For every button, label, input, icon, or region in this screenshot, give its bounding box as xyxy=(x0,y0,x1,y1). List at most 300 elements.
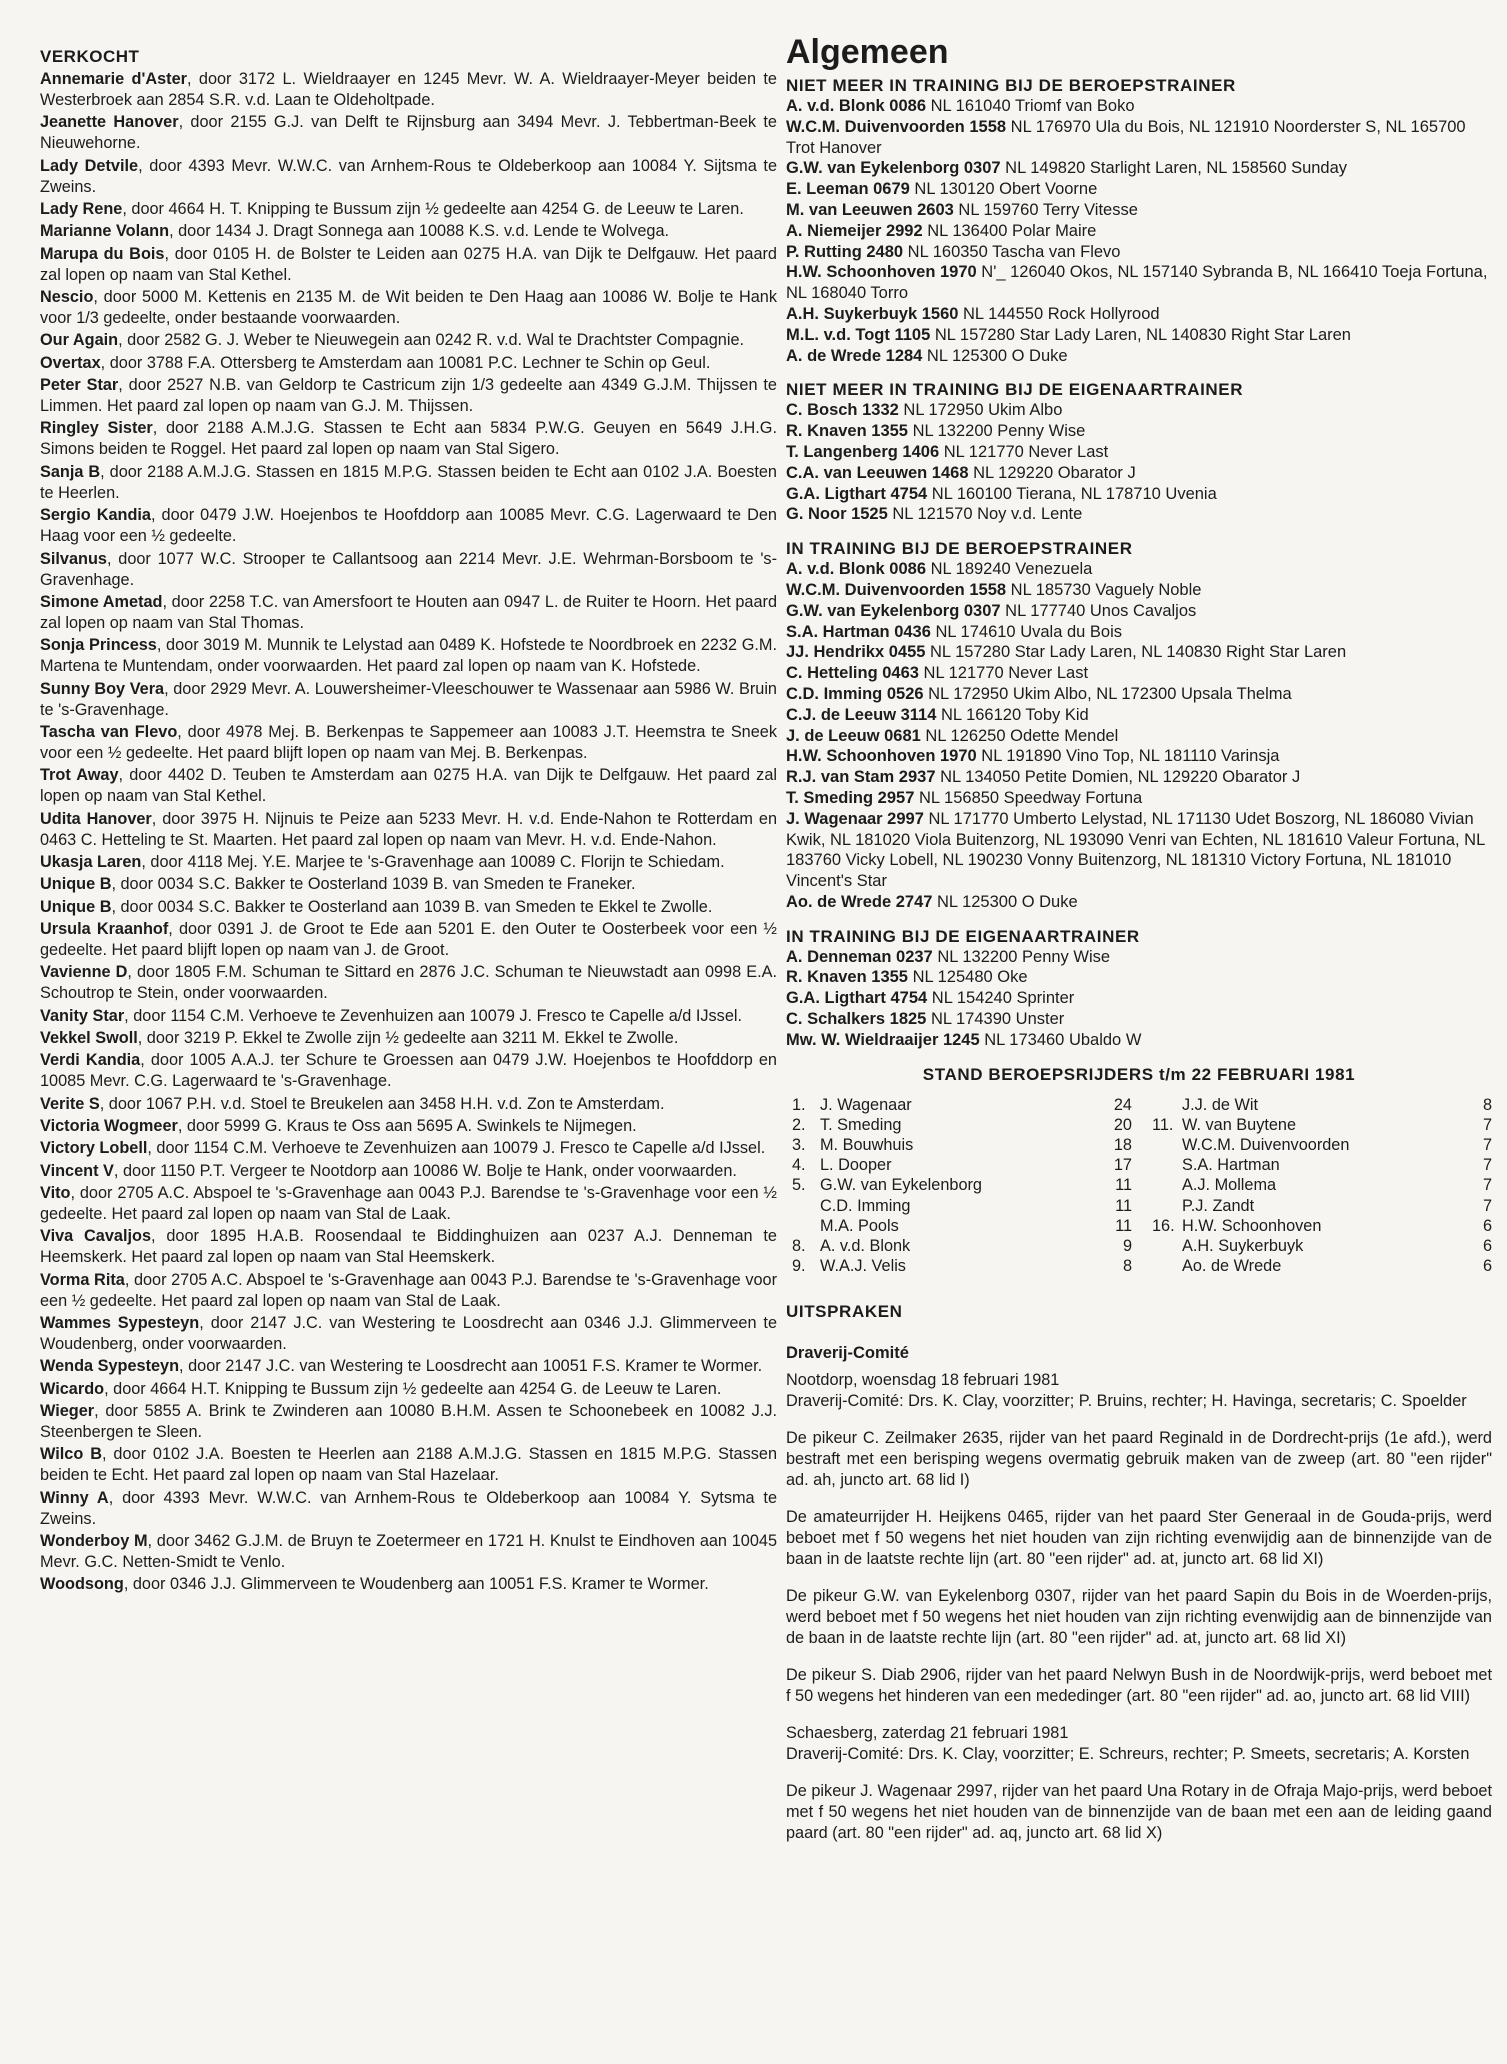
horse-name: Ringley Sister xyxy=(40,419,153,438)
trainer-name: G. Noor 1525 xyxy=(786,505,888,524)
sale-entry xyxy=(40,1116,777,1137)
standings-row xyxy=(792,1135,1132,1155)
verkocht-column xyxy=(40,46,777,1597)
trainer-line xyxy=(786,809,1492,892)
sale-text: , door 2258 T.C. van Amersfoort te Houten aan 0947 L. de Ruiter te Hoorn. Het paard zal lopen op naam van Stal Thomas. xyxy=(40,592,778,632)
trainer-name: A. de Wrede 1284 xyxy=(786,346,923,365)
section-title: IN TRAINING BIJ DE EIGENAARTRAINER xyxy=(786,926,1140,946)
rider-name: J.J. de Wit xyxy=(1182,1095,1258,1114)
points: 7 xyxy=(1482,1176,1492,1195)
horse-name: Wieger xyxy=(40,1401,95,1420)
trainer-line xyxy=(786,484,1492,505)
sale-entry xyxy=(40,1006,777,1027)
horse-list: NL 149820 Starlight Laren, NL 158560 Sunday xyxy=(1000,159,1348,178)
standings-row xyxy=(792,1196,1132,1216)
rider-name: C.D. Imming xyxy=(820,1196,911,1215)
rider-name: Ao. de Wrede xyxy=(1182,1257,1282,1276)
horse-name: Verite S xyxy=(40,1094,100,1113)
rank: 16. xyxy=(1152,1216,1175,1235)
sale-entry xyxy=(40,353,777,374)
trainer-line xyxy=(786,1030,1492,1051)
horse-name: Wonderboy M xyxy=(40,1531,148,1550)
sale-text: , door 2705 A.C. Abspoel te 's-Gravenhage aan 0043 P.J. Barendse te 's-Gravenhage voor een ½ gedeelte. Het paard zal lopen op naam van Stal de Laak. xyxy=(40,1270,777,1310)
standings-row xyxy=(792,1155,1132,1175)
sale-text: , door 0391 J. de Groot te Ede aan 5201 E. den Outer te Oosterbeek voor een ½ gedeelte. Het paard blijft lopen op naam van J. de Groot. xyxy=(40,919,777,960)
points: 20 xyxy=(1113,1115,1132,1134)
rank xyxy=(792,1196,820,1216)
horse-name: Unique B xyxy=(40,875,112,894)
trainer-line xyxy=(786,242,1492,263)
sale-text: , door 1805 F.M. Schuman te Sittard en 2876 J.C. Schuman te Nieuwstadt aan 0998 E.A. Schoutrop te Stein, onder voorwaarden. xyxy=(40,963,777,1003)
horse-list: N'_ 126040 Okos, NL 157140 Sybranda B, NL 166410 Toeja Fortuna, NL 168040 Torro xyxy=(786,263,1488,303)
horse-list: NL 189240 Venezuela xyxy=(926,560,1093,579)
sale-text: , door 4393 Mevr. W.W.C. van Arnhem-Rous te Oldeberkoop aan 10084 Y. Sytsma te Zweins. xyxy=(40,1488,777,1528)
section-title: NIET MEER IN TRAINING BIJ DE BEROEPSTRAINER xyxy=(786,76,1236,95)
rank: 11. xyxy=(1152,1115,1174,1134)
rank: 8. xyxy=(792,1237,806,1256)
horse-name: Peter Star xyxy=(40,376,119,394)
points: 8 xyxy=(1482,1095,1492,1114)
trainer-name: W.C.M. Duivenvoorden 1558 xyxy=(786,580,1007,599)
trainer-section xyxy=(786,538,1492,913)
trainer-section xyxy=(786,926,1492,1051)
standings-row xyxy=(1152,1256,1492,1276)
horse-name: Lady Rene xyxy=(40,200,123,219)
points: 11 xyxy=(1115,1196,1132,1215)
sale-entry xyxy=(40,1028,777,1049)
sale-text: , door 2147 J.C. van Westering te Loosdrecht aan 10051 F.S. Kramer te Wormer. xyxy=(179,1357,763,1376)
trainer-name: C.D. Imming 0526 xyxy=(786,684,924,703)
rider-name: S.A. Hartman xyxy=(1182,1156,1280,1175)
horse-name: Silvanus xyxy=(40,549,107,568)
trainer-name: C. Bosch 1332 xyxy=(786,401,899,420)
rank: 2. xyxy=(792,1115,806,1134)
trainer-line xyxy=(786,221,1492,242)
trainer-name: A. v.d. Blonk 0086 xyxy=(786,97,926,115)
trainer-line xyxy=(786,947,1492,968)
trainer-name: H.W. Schoonhoven 1970 xyxy=(786,263,977,282)
sale-entry xyxy=(40,1574,777,1595)
horse-list: NL 134050 Petite Domien, NL 129220 Obarator J xyxy=(935,768,1301,787)
trainer-name: E. Leeman 0679 xyxy=(786,180,910,199)
horse-list: NL 160350 Tascha van Flevo xyxy=(903,242,1121,261)
sale-entry xyxy=(40,722,777,764)
rider-name: G.W. van Eykelenborg xyxy=(820,1176,982,1195)
horse-name: Viva Cavaljos xyxy=(40,1227,151,1246)
horse-name: Sergio Kandia xyxy=(40,506,151,525)
horse-list: NL 126250 Odette Mendel xyxy=(920,726,1119,745)
trainer-line xyxy=(786,504,1492,525)
standings-row xyxy=(792,1236,1132,1256)
standings-row xyxy=(792,1095,1132,1115)
horse-name: Vorma Rita xyxy=(40,1270,125,1289)
trainer-line xyxy=(786,601,1492,622)
horse-list: NL 132200 Penny Wise xyxy=(907,422,1086,441)
sale-entry xyxy=(40,112,777,154)
horse-list: NL 121770 Never Last xyxy=(939,442,1109,461)
horse-name: Vekkel Swoll xyxy=(40,1029,138,1047)
trainer-line xyxy=(786,1009,1492,1030)
sale-text: , door 0034 S.C. Bakker te Oosterland aan 1039 B. van Smeden te Ekkel te Zwolle. xyxy=(111,897,713,916)
trainer-name: JJ. Hendrikx 0455 xyxy=(786,643,926,662)
sale-text: , door 2188 A.M.J.G. Stassen te Echt aan 5834 P.W.G. Geuyen en 5649 J.H.G. Simons beiden te Roggel. Het paard zal lopen op naam van Stal Sigero. xyxy=(40,419,777,459)
sale-text: , door 3019 M. Munnik te Lelystad aan 0489 K. Hofstede te Noordbroek en 2232 G.M. Martena te Muntendam, onder voorwaarden. Het paard zal lopen op naam van K. Hofstede. xyxy=(40,636,777,676)
points: 11 xyxy=(1115,1216,1132,1235)
sale-text: , door 2155 G.J. van Delft te Rijnsburg aan 3494 Mevr. J. Tebbertman-Beek te Nieuwehorne. xyxy=(40,113,777,153)
points: 7 xyxy=(1482,1196,1492,1215)
rider-name: A. v.d. Blonk xyxy=(820,1237,911,1256)
standings-row xyxy=(1152,1216,1492,1236)
rank xyxy=(1152,1155,1182,1175)
verdict-paragraph: De pikeur J. Wagenaar 2997, rijder van het paard Una Rotary in de Ofraja Majo-prijs, werd beboet met f 50 wegens het niet houden van de binnenzijde van de baan met een aan de leiding gaand paard (art. 80 "een rijder" ad. aq, juncto art. 68 lid X) xyxy=(786,1781,1492,1842)
trainer-line xyxy=(786,663,1492,684)
verdict-paragraph: De pikeur C. Zeilmaker 2635, rijder van het paard Reginald in de Dordrecht-prijs (1e afd.), werd bestraft met een berisping wegens overmatig gebruik maken van de zweep (art. 80 "een rijder" ad. ah, juncto art. 68 lid I) xyxy=(786,1428,1492,1489)
trainer-line xyxy=(786,325,1492,346)
sale-entry xyxy=(40,549,777,591)
standings-row xyxy=(1152,1135,1492,1155)
sale-entry xyxy=(40,1270,777,1312)
horse-list: NL 125480 Oke xyxy=(907,968,1028,987)
sale-entry xyxy=(40,287,777,329)
trainer-section xyxy=(786,379,1492,525)
horse-list: NL 173460 Ubaldo W xyxy=(979,1030,1142,1049)
sale-entry xyxy=(40,156,777,198)
trainer-name: T. Langenberg 1406 xyxy=(786,442,940,461)
sale-entry xyxy=(40,462,777,504)
sale-entry xyxy=(40,1379,777,1400)
sale-text: , door 4402 D. Teuben te Amsterdam aan 0275 H.A. van Dijk te Delfgauw. Het paard zal lopen op naam van Stal Kethel. xyxy=(40,766,777,806)
algemeen-column xyxy=(786,32,1492,1860)
rank: 9. xyxy=(792,1257,806,1276)
horse-name: Wicardo xyxy=(40,1379,105,1398)
trainer-name: H.W. Schoonhoven 1970 xyxy=(786,747,977,766)
standings-row xyxy=(792,1115,1132,1135)
sale-entry xyxy=(40,1094,777,1115)
standings-row xyxy=(1152,1175,1492,1195)
trainer-line xyxy=(786,967,1492,988)
rider-name: L. Dooper xyxy=(820,1156,892,1175)
trainer-name: C. Hetteling 0463 xyxy=(786,664,919,683)
horse-list: NL 156850 Speedway Fortuna xyxy=(914,788,1143,807)
points: 17 xyxy=(1113,1156,1132,1175)
horse-name: Sunny Boy Vera xyxy=(40,679,165,698)
sale-text: , door 0479 J.W. Hoejenbos te Hoofddorp aan 10085 Mevr. C.G. Lagerwaard te Den Haag voor een ½ gedeelte. xyxy=(40,506,777,546)
trainer-name: A.H. Suykerbuyk 1560 xyxy=(786,304,959,323)
sale-text: , door 4118 Mej. Y.E. Marjee te 's-Gravenhage aan 10089 C. Florijn te Schiedam. xyxy=(141,853,725,872)
sale-text: , door 4664 H.T. Knipping te Bussum zijn ½ gedeelte aan 4254 G. de Leeuw te Laren. xyxy=(104,1379,722,1398)
trainer-section xyxy=(786,75,1492,366)
sale-text: , door 3788 F.A. Ottersberg te Amsterdam aan 10081 P.C. Lechner te Schin op Geul. xyxy=(100,353,711,372)
section-title: NIET MEER IN TRAINING BIJ DE EIGENAARTRAINER xyxy=(786,380,1244,400)
uitspraken-subtitle: Draverij-Comité xyxy=(786,1343,909,1362)
standings-row xyxy=(1152,1196,1492,1216)
horse-name: Our Again xyxy=(40,331,119,350)
trainer-name: C.J. de Leeuw 3114 xyxy=(786,705,937,724)
points: 24 xyxy=(1113,1095,1132,1114)
sale-entry xyxy=(40,330,777,351)
sale-text: , door 2582 G. J. Weber te Nieuwegein aan 0242 R. v.d. Wal te Drachtster Compagnie. xyxy=(118,331,745,350)
sale-text: , door 1150 P.T. Vergeer te Nootdorp aan 10086 W. Bolje te Hank, onder voorwaarden. xyxy=(113,1161,737,1180)
horse-name: Vincent V xyxy=(40,1161,114,1180)
sale-text: , door 1434 J. Dragt Sonnega aan 10088 K.S. v.d. Lende te Wolvega. xyxy=(169,222,670,241)
rider-name: W.C.M. Duivenvoorden xyxy=(1182,1136,1350,1155)
horse-list: NL 125300 O Duke xyxy=(922,346,1068,365)
rider-name: J. Wagenaar xyxy=(820,1095,912,1114)
sale-text: , door 2147 J.C. van Westering te Loosdrecht aan 0346 J.J. Glimmerveen te Woudenberg, onder voorwaarden. xyxy=(40,1313,777,1353)
trainer-name: W.C.M. Duivenvoorden 1558 xyxy=(786,117,1007,136)
horse-name: Wilco B xyxy=(40,1445,102,1464)
trainer-line xyxy=(786,767,1492,788)
sale-text: , door 3975 H. Nijnuis te Peize aan 5233 Mevr. H. v.d. Ende-Nahon te Rotterdam en 0463 C. Hetteling te St. Maarten. Het paard zal lopen op naam van Mevr. H. v.d. Ende-Nahon. xyxy=(40,809,777,849)
rider-name: T. Smeding xyxy=(820,1115,902,1134)
trainer-name: M.L. v.d. Togt 1105 xyxy=(786,325,931,344)
points: 6 xyxy=(1482,1216,1492,1235)
trainer-name: C. Schalkers 1825 xyxy=(786,1010,927,1029)
trainer-line xyxy=(786,559,1492,580)
horse-list: NL 174390 Unster xyxy=(926,1010,1065,1029)
trainer-line xyxy=(786,580,1492,601)
horse-list: NL 157280 Star Lady Laren, NL 140830 Right Star Laren xyxy=(925,643,1347,662)
trainer-line xyxy=(786,158,1492,179)
trainer-line xyxy=(786,463,1492,484)
horse-name: Annemarie d'Aster xyxy=(40,70,187,88)
rank xyxy=(1152,1256,1182,1276)
standings-row xyxy=(792,1175,1132,1195)
sale-text: , door 1154 C.M. Verhoeve te Zevenhuizen aan 10079 J. Fresco te Capelle a/d IJssel. xyxy=(147,1139,766,1158)
horse-list: NL 174610 Uvala du Bois xyxy=(930,622,1123,641)
section-title: IN TRAINING BIJ DE BEROEPSTRAINER xyxy=(786,539,1133,559)
trainer-line xyxy=(786,179,1492,200)
sale-entry xyxy=(40,874,777,895)
sale-entry xyxy=(40,679,777,721)
horse-name: Woodsong xyxy=(40,1575,124,1594)
sale-entry xyxy=(40,221,777,242)
sale-text: , door 4978 Mej. B. Berkenpas te Sappemeer aan 10083 J.T. Heemstra te Sneek voor een ½ gedeelte. Het paard blijft lopen op naam van Mej. B. Berkenpas. xyxy=(40,723,777,763)
sale-entry xyxy=(40,375,777,417)
sale-text: , door 0346 J.J. Glimmerveen te Woudenberg aan 10051 F.S. Kramer te Wormer. xyxy=(123,1575,709,1594)
sale-text: , door 2705 A.C. Abspoel te 's-Gravenhage aan 0043 P.J. Barendse te 's-Gravenhage voor een ½ gedeelte. Het paard zal lopen op naam van Stal de Laak. xyxy=(40,1183,777,1223)
trainer-line xyxy=(786,96,1492,117)
trainer-line xyxy=(786,988,1492,1009)
sale-text: , door 5855 A. Brink te Zwinderen aan 10080 B.H.M. Assen te Schoonebeek en 10082 J.J. Steenbergen te Sleen. xyxy=(40,1401,777,1441)
sale-entry xyxy=(40,635,777,677)
horse-list: NL 159760 Terry Vitesse xyxy=(953,200,1138,219)
horse-name: Sonja Princess xyxy=(40,636,157,655)
points: 9 xyxy=(1122,1237,1132,1256)
sale-entry xyxy=(40,1444,777,1486)
trainer-name: J. de Leeuw 0681 xyxy=(786,726,921,745)
trainer-line xyxy=(786,346,1492,367)
trainer-name: P. Rutting 2480 xyxy=(786,242,904,261)
horse-list: NL 144550 Rock Hollyrood xyxy=(958,304,1160,323)
stand-table xyxy=(792,1095,1492,1277)
trainer-line xyxy=(786,726,1492,747)
trainer-line xyxy=(786,421,1492,442)
sale-text: , door 1077 W.C. Strooper te Callantsoog aan 2214 Mevr. J.E. Wehrman-Borsboom te 's-Gravenhage. xyxy=(40,549,777,589)
verdict-paragraph: Schaesberg, zaterdag 21 februari 1981 Draverij-Comité: Drs. K. Clay, voorzitter; E. Schreurs, rechter; P. Smeets, secretaris; A. Korsten xyxy=(786,1723,1470,1763)
rank xyxy=(1152,1196,1182,1216)
trainer-line xyxy=(786,117,1492,159)
rider-name: W. van Buytene xyxy=(1182,1115,1297,1134)
trainer-name: G.W. van Eykelenborg 0307 xyxy=(786,159,1001,178)
sale-entry xyxy=(40,897,777,918)
sale-entry xyxy=(40,1138,777,1159)
horse-name: Ukasja Laren xyxy=(40,853,142,872)
horse-name: Jeanette Hanover xyxy=(40,113,179,132)
horse-name: Udita Hanover xyxy=(40,809,152,828)
sale-entry xyxy=(40,962,777,1004)
standings-row xyxy=(1152,1236,1492,1256)
sale-text: , door 3462 G.J.M. de Bruyn te Zoetermeer en 1721 H. Knulst te Eindhoven aan 10045 Mevr. G.C. Netten-Smidt te Venlo. xyxy=(40,1531,777,1572)
horse-list: NL 132200 Penny Wise xyxy=(932,947,1111,966)
sale-entry xyxy=(40,199,777,220)
rider-name: A.J. Mollema xyxy=(1182,1176,1277,1195)
horse-name: Lady Detvile xyxy=(40,156,139,175)
horse-list: NL 154240 Sprinter xyxy=(927,989,1075,1008)
sale-entry xyxy=(40,69,777,111)
horse-name: Marianne Volann xyxy=(40,222,170,241)
algemeen-sections xyxy=(786,75,1492,1051)
rider-name: M. Bouwhuis xyxy=(820,1136,914,1155)
horse-list: NL 129220 Obarator J xyxy=(968,463,1136,482)
trainer-name: J. Wagenaar 2997 xyxy=(786,809,924,828)
sale-text: , door 0105 H. de Bolster te Leiden aan 0275 H.A. van Dijk te Delfgauw. Het paard zal lopen op naam van Stal Kethel. xyxy=(40,244,777,284)
rank xyxy=(1152,1236,1182,1256)
sale-entry xyxy=(40,1161,777,1182)
rank xyxy=(1152,1135,1182,1155)
horse-list: NL 121770 Never Last xyxy=(918,664,1089,683)
horse-name: Verdi Kandia xyxy=(40,1051,141,1070)
sale-text: , door 1895 H.A.B. Roosendaal te Biddinghuizen aan 0237 A.J. Denneman te Heemskerk. Het paard zal lopen op naam van Stal Heemskerk. xyxy=(40,1227,777,1267)
horse-list: NL 172950 Ukim Albo, NL 172300 Upsala Thelma xyxy=(923,684,1292,703)
rider-name: P.J. Zandt xyxy=(1182,1196,1255,1215)
uitspraken-paragraphs xyxy=(786,1370,1492,1844)
horse-list: NL 130120 Obert Voorne xyxy=(909,180,1098,199)
sale-entry xyxy=(40,1401,777,1443)
sale-entry xyxy=(40,919,777,961)
horse-name: Victoria Wogmeer xyxy=(40,1116,178,1135)
horse-name: Wenda Sypesteyn xyxy=(40,1357,180,1376)
horse-list: NL 172950 Ukim Albo xyxy=(898,401,1063,420)
trainer-name: A. Niemeijer 2992 xyxy=(786,221,923,240)
sale-entry xyxy=(40,1531,777,1573)
horse-list: NL 176970 Ula du Bois, NL 121910 Noorderster S, NL 165700 Trot Hanover xyxy=(786,117,1466,157)
trainer-line xyxy=(786,892,1492,913)
trainer-name: R.J. van Stam 2937 xyxy=(786,768,936,787)
points: 7 xyxy=(1482,1136,1492,1155)
rank: 5. xyxy=(792,1176,806,1195)
points: 7 xyxy=(1482,1115,1492,1134)
trainer-name: A. Denneman 0237 xyxy=(786,947,933,966)
rider-name: H.W. Schoonhoven xyxy=(1182,1216,1322,1235)
horse-name: Wammes Sypesteyn xyxy=(40,1313,200,1332)
points: 7 xyxy=(1482,1156,1492,1175)
verdict-paragraph: De pikeur S. Diab 2906, rijder van het paard Nelwyn Bush in de Noordwijk-prijs, werd beboet met f 50 wegens het hinderen van een mededinger (art. 80 "een rijder" ad. ao, juncto art. 68 lid VIII) xyxy=(786,1665,1492,1705)
sale-text: , door 5000 M. Kettenis en 2135 M. de Wit beiden te Den Haag aan 10086 W. Bolje te Hank voor 1/3 gedeelte, onder bestaande voorwaarden. xyxy=(40,288,777,328)
points: 11 xyxy=(1115,1176,1132,1195)
sale-text: , door 0034 S.C. Bakker te Oosterland 1039 B. van Smeden te Franeker. xyxy=(111,875,636,894)
trainer-line xyxy=(786,400,1492,421)
horse-name: Nescio xyxy=(40,288,94,307)
standings-row xyxy=(792,1216,1132,1236)
sale-entry xyxy=(40,592,777,634)
horse-list: NL 121570 Noy v.d. Lente xyxy=(887,505,1083,524)
rank: 3. xyxy=(792,1136,806,1155)
horse-name: Tascha van Flevo xyxy=(40,723,178,741)
verdict-paragraph: De pikeur G.W. van Eykelenborg 0307, rijder van het paard Sapin du Bois in de Woerden-prijs, werd beboet met f 50 wegens het niet houden van zijn richting evenwijdig aan de binnenzijde van de baan in de laatste rechte lijn (art. 80 "een rijder" ad. at, juncto art. 68 lid XI) xyxy=(786,1586,1492,1647)
trainer-line xyxy=(786,746,1492,767)
horse-list: NL 177740 Unos Cavaljos xyxy=(1000,601,1197,620)
sale-text: , door 1154 C.M. Verhoeve te Zevenhuizen aan 10079 J. Fresco te Capelle a/d IJssel. xyxy=(124,1006,743,1025)
standings-row xyxy=(1152,1115,1492,1135)
points: 6 xyxy=(1482,1237,1492,1256)
horse-list: NL 160100 Tierana, NL 178710 Uvenia xyxy=(927,484,1217,503)
horse-list: NL 136400 Polar Maire xyxy=(922,221,1097,240)
trainer-line xyxy=(786,262,1492,304)
horse-name: Trot Away xyxy=(40,766,119,785)
standings-row xyxy=(1152,1155,1492,1175)
verkocht-heading: VERKOCHT xyxy=(40,47,140,66)
trainer-name: C.A. van Leeuwen 1468 xyxy=(786,463,969,482)
rank xyxy=(792,1216,820,1236)
horse-name: Overtax xyxy=(40,353,101,372)
sale-entry xyxy=(40,1313,777,1355)
sale-entry xyxy=(40,505,777,547)
verdict-paragraph: Nootdorp, woensdag 18 februari 1981 Draverij-Comité: Drs. K. Clay, voorzitter; P. Bruins, rechter; H. Havinga, secretaris; C. Spoelder xyxy=(786,1370,1467,1410)
horse-list: NL 191890 Vino Top, NL 181110 Varinsja xyxy=(976,747,1280,766)
rider-name: A.H. Suykerbuyk xyxy=(1182,1237,1304,1256)
trainer-name: R. Knaven 1355 xyxy=(786,968,908,987)
sale-text: , door 5999 G. Kraus te Oss aan 5695 A. Swinkels te Nijmegen. xyxy=(177,1116,637,1135)
trainer-name: Ao. de Wrede 2747 xyxy=(786,892,933,911)
horse-name: Vanity Star xyxy=(40,1006,125,1025)
rank: 4. xyxy=(792,1156,806,1175)
sale-entry xyxy=(40,1226,777,1268)
points: 6 xyxy=(1482,1257,1492,1276)
horse-name: Unique B xyxy=(40,897,112,916)
sale-entry xyxy=(40,1488,777,1530)
rank xyxy=(1152,1095,1182,1115)
trainer-line xyxy=(786,200,1492,221)
sale-text: , door 2527 N.B. van Geldorp te Castricum zijn 1/3 gedeelte aan 4349 G.J.M. Thijssen te Limmen. Het paard zal lopen op naam van G.J. M. Thijssen. xyxy=(40,376,777,416)
sale-text: , door 3219 P. Ekkel te Zwolle zijn ½ gedeelte aan 3211 M. Ekkel te Zwolle. xyxy=(137,1029,679,1047)
horse-name: Ursula Kraanhof xyxy=(40,919,169,938)
trainer-line xyxy=(786,788,1492,809)
sale-entry xyxy=(40,244,777,286)
sale-text: , door 4393 Mevr. W.W.C. van Arnhem-Rous te Oldeberkoop aan 10084 Y. Sijtsma te Zweins. xyxy=(40,156,777,196)
points: 18 xyxy=(1113,1136,1132,1155)
sale-entry xyxy=(40,1356,777,1377)
sale-entry xyxy=(40,1183,777,1225)
sale-entry xyxy=(40,1050,777,1092)
trainer-name: G.W. van Eykelenborg 0307 xyxy=(786,601,1001,620)
algemeen-title: Algemeen xyxy=(786,33,949,71)
trainer-name: G.A. Ligthart 4754 xyxy=(786,989,928,1008)
horse-name: Sanja B xyxy=(40,462,101,481)
rank: 1. xyxy=(792,1095,806,1114)
sale-text: , door 0102 J.A. Boesten te Heerlen aan 2188 A.M.J.G. Stassen en 1815 M.P.G. Stassen beiden te Echt. Het paard zal lopen op naam van Stal Hazelaar. xyxy=(40,1445,778,1485)
trainer-line xyxy=(786,705,1492,726)
sale-text: , door 2188 A.M.J.G. Stassen en 1815 M.P.G. Stassen beiden te Echt aan 0102 J.A. Boesten te Heerlen. xyxy=(40,462,777,502)
trainer-line xyxy=(786,442,1492,463)
sale-entry xyxy=(40,418,777,460)
trainer-name: S.A. Hartman 0436 xyxy=(786,622,931,641)
stand-column-left xyxy=(792,1095,1132,1277)
horse-list: NL 125300 O Duke xyxy=(932,892,1078,911)
trainer-name: Mw. W. Wieldraaijer 1245 xyxy=(786,1030,980,1049)
points: 8 xyxy=(1122,1257,1132,1276)
rank xyxy=(1152,1175,1182,1195)
